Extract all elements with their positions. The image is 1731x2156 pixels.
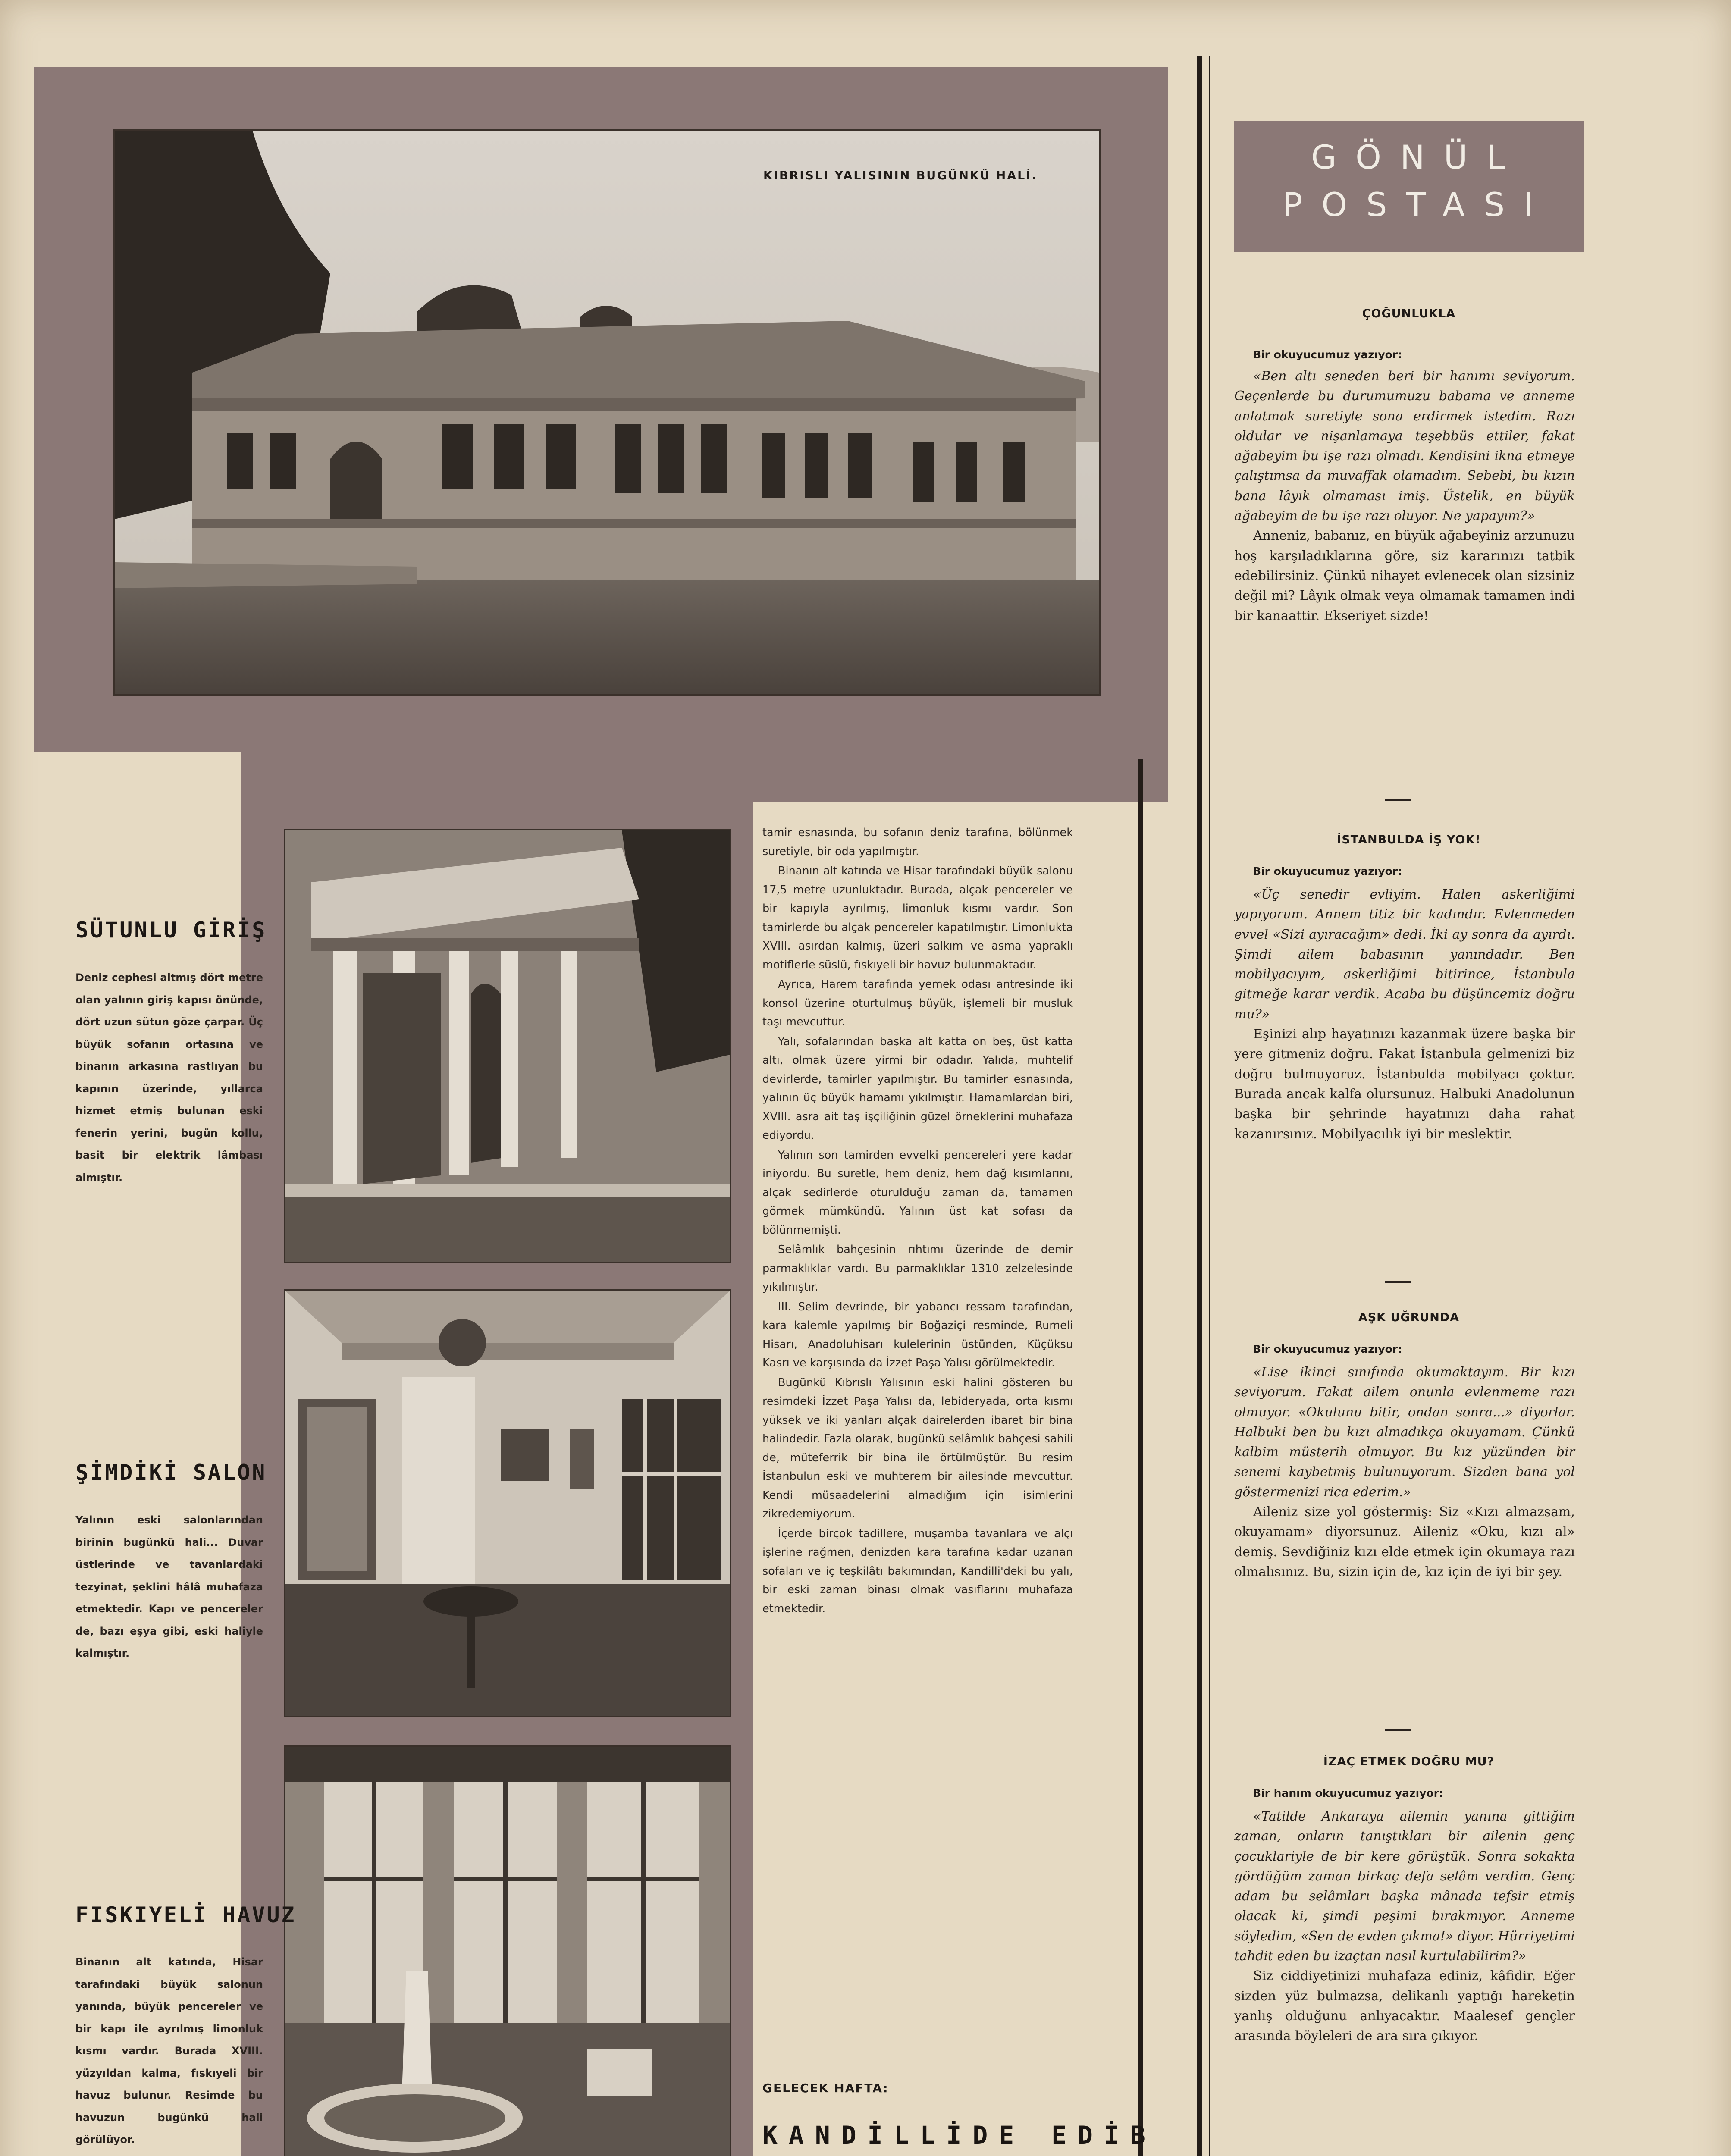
article-paragraph: Ayrıca, Harem tarafında yemek odası antresinde iki konsol üzerine oturtulmuş büyük, işlemeli bir musluk taşı mevcuttur. [762,978,1073,1028]
top-photo-yali [113,129,1101,696]
letter-intro: Bir hanım okuyucumuz yazıyor: [1253,1787,1443,1799]
letter-answer: Siz ciddiyetinizi muhafaza ediniz, kâfidir. Eğer sizden yüz bulmazsa, delikanlı yaptığı hareketin yanlış olduğunu anlıyacaktır. Maalesef gençler arasında böyleleri de ara sıra çıkıyor. [1234,1968,1575,2044]
letter-body [1234,1363,1575,1582]
column-rule-1 [1197,56,1202,2156]
letter-answer: Aileniz size yol göstermiş: Siz «Kızı almazsam, okuyamam» diyorsunuz. Aileniz «Oku, kızı al» demiş. Sevdiğiniz kızı elde etmek için okumaya razı olmalısınız. Bu, sizin için de, kız için de iyi bir şey. [1234,1504,1575,1579]
photo-fountain-pool [284,1745,731,2156]
caption-text-fountain-pool: Binanın alt katında, Hisar tarafındaki büyük salonun yanında, büyük pencereler ve bir kapı ile ayrılmış limonluk kısmı vardır. Burada XVIII. yüzyıldan kalma, fıskıyeli bir havuz bulunur. Resimde bu havuzun bugünkü hali görülüyor. [75,1956,263,2146]
section-divider [1385,799,1411,801]
section-divider [1385,1729,1411,1731]
letter-body [1234,885,1575,1144]
letter-intro: Bir okuyucumuz yazıyor: [1253,348,1402,361]
column-header-line-1: GÖNÜL [1311,138,1524,176]
section-divider [1385,1281,1411,1283]
column-rule-2 [1209,56,1210,2156]
photo-current-salon [284,1289,731,1717]
top-photo-caption: KIBRISLI YALISININ BUGÜNKÜ HALİ. [763,169,1038,182]
article-paragraph: III. Selim devrinde, bir yabancı ressam tarafından, kara kalemle yapılmış bir Boğaziçi resminde, Rumeli Hisarı, Anadoluhisarı kulelerinin üstünden, Küçüksu Kasrı ve karşısında da İzzet Paşa Yalısı görülmektedir. [762,1300,1073,1369]
letter-answer: Eşinizi alıp hayatınızı kazanmak üzere başka bir yere gitmeniz doğru. Fakat İstanbula gelmenizi biz doğru bulmuyoruz. İstanbulda mobilyacı çoktur. Burada ancak kalfa olursunuz. Halbuki Anadolunun başka bir şehrinde hayatınızı daha rahat kazanırsınız. Mobilyacılık iyi bir meslektir. [1234,1027,1575,1142]
column-header [1234,121,1584,252]
photo-columned-entrance [284,829,731,1263]
letter-intro: Bir okuyucumuz yazıyor: [1253,865,1402,877]
caption-title-columned-entrance: SÜTUNLU GİRİŞ [75,918,267,943]
letter-heading: ÇOĞUNLUKLA [1362,307,1456,320]
caption-title-current-salon: ŞİMDİKİ SALON [75,1460,267,1485]
article-body [762,824,1073,1619]
letter-heading: AŞK UĞRUNDA [1358,1311,1460,1324]
next-week-label: GELECEK HAFTA: [762,2081,889,2095]
article-paragraph: Binanın alt katında ve Hisar tarafındaki büyük salonu 17,5 metre uzunluktadır. Burada, alçak pencereler ve bir kapıyla ayrılmış, limonluk kısmı vardır. Son tamirlerde bu alçak pencereler kapatılmıştır. Limonlukta XVIII. asırdan kalmış, üzeri salkım ve asma yapraklı motiflerle süslü, fıskıyeli bir havuz bulunmaktadır. [762,865,1073,971]
column-header-line-2: POSTASI [1283,185,1552,224]
caption-text-columned-entrance: Deniz cephesi altmış dört metre olan yalının giriş kapısı önünde, dört uzun sütun göze çarpar. Üç büyük sofanın ortasına ve binanın arkasına rastlıyan bu kapının üzerinde, yıllarca hizmet etmiş bulunan eski fenerin yerini, bugün kollu, basit bir elektrik lâmbası almıştır. [75,971,263,1184]
letter-text: «Ben altı seneden beri bir hanımı seviyorum. Geçenlerde bu durumumuzu babama ve anneme anlatmak suretiyle sona erdirmek istedim. Razı oldular ve nişanlamaya teşebbüs ettiler, fakat ağabeyim bu işe razı olmadı. Kendisini ikna etmeye çalıştımsa da muvaffak olamadım. Sebebi, bu kızın bana lâyık olmaması imiş. Üstelik, en büyük ağabeyim de bu işe razı oluyor. Ne yapayım?» [1234,369,1575,524]
next-week-title-line-1: KANDİLLİDE EDİB [762,2121,1157,2150]
letter-intro: Bir okuyucumuz yazıyor: [1253,1343,1402,1355]
article-paragraph: Bugünkü Kıbrıslı Yalısının eski halini gösteren bu resimdeki İzzet Paşa Yalısı da, lebideryada, orta kısmı yüksek ve iki yanları alçak dairelerden ibaret bir bina halindedir. Fazla olarak, bugünkü selâmlık bahçesi sahili de, müteferrik bir bina ile örtülmüştür. Bu resim İstanbulun eski ve muhterem bir ailesinde mevcuttur. Kendi müsaadelerini almadığım için isimlerini zikredemiyorum. [762,1376,1073,1520]
letter-heading: İZAÇ ETMEK DOĞRU MU? [1323,1755,1495,1768]
article-paragraph: Yalı, sofalarından başka alt katta on beş, üst katta altı, olmak üzere yirmi bir odadır. Yalıda, muhtelif devirlerde, tamirler yapılmıştır. Bu tamirler esnasında, yalının üç büyük hamamı yıkılmıştır. Hamamlardan biri, XVIII. asra ait taş işçiliğinin güzel örneklerini muhafaza ediyordu. [762,1035,1073,1142]
center-rule [1138,759,1143,2156]
article-paragraph: Yalının son tamirden evvelki pencereleri yere kadar iniyordu. Bu suretle, hem deniz, hem dağ kısımlarını, alçak sedirlerde oturulduğu zaman da, tamamen görmek mümkündü. Yalının üst kat sofası da bölünmemişti. [762,1148,1073,1237]
caption-title-fountain-pool: FISKIYELİ HAVUZ [75,1902,296,1927]
letter-text: «Lise ikinci sınıfında okumaktayım. Bir kızı seviyorum. Fakat ailem onunla evlenmeme razı olmuyor. «Okulunu bitir, ondan sonra...» diyorlar. Halbuki ben bu kızı almadıkça okuyamam. Çünkü kalbim müsterih olmuyor. Bu kız yüzünden bir senemi kaybetmiş bulunuyorum. Sizden bana yol göstermenizi rica ederim.» [1234,1365,1575,1500]
caption-text-current-salon: Yalının eski salonlarından birinin bugünkü hali... Duvar üstlerinde ve tavanlardaki tezyinat, şeklini hâlâ muhafaza etmektedir. Kapı ve pencereler de, bazı eşya gibi, eski haliyle kalmıştır. [75,1514,263,1659]
article-paragraph: tamir esnasında, bu sofanın deniz tarafına, bölünmek suretiyle, bir oda yapılmıştır. [762,826,1073,858]
letter-heading: İSTANBULDA İŞ YOK! [1337,833,1481,846]
letter-answer: Anneniz, babanız, en büyük ağabeyiniz arzunuzu hoş karşıladıklarına göre, siz kararınızı tatbik edebilirsiniz. Çünkü nihayet evlenecek olan sizsiniz değil mi? Lâyık olmak veya olmamak tamamen indi bir kanaattir. Ekseriyet sizde! [1234,528,1575,624]
letter-text: «Üç senedir evliyim. Halen askerliğimi yapıyorum. Annem titiz bir kadındır. Evlenmeden evvel «Sizi ayıracağım» dedi. İki ay sonra da ayırdı. Şimdi ailem babasının yanındadır. Ben mobilyacıyım, askerliğimi bitirince, İstanbula gitmeğe karar verdik. Acaba bu düşüncemiz doğru mu?» [1234,887,1575,1022]
letter-body [1234,367,1575,626]
article-paragraph: Selâmlık bahçesinin rıhtımı üzerinde de demir parmaklıklar vardı. Bu parmaklıklar 1310 zelzelesinde yıkılmıştır. [762,1243,1073,1294]
letter-text: «Tatilde Ankaraya ailemin yanına gittiğim zaman, onların tanıştıkları bir ailenin genç çocuklariyle de bir kere görüştük. Sonra sokakta gördüğüm zaman birkaç defa selâm verdim. Genç adam bu selâmları başka mânada tefsir etmiş olacak ki, şimdi peşimi bırakmıyor. Anneme söyledim, «Sen de evden çıkma!» diyor. Hürriyetimi tahdit eden bu izaçtan nasıl kurtulabilirim?» [1234,1809,1575,1964]
article-paragraph: İçerde birçok tadillere, muşamba tavanlara ve alçı işlerine rağmen, denizden kara tarafına kadar uzanan sofaları ve iç teşkilâtı bakımından, Kandilli'deki bu yalı, bir eski zaman binası olmak vasıflarını muhafaza etmektedir. [762,1527,1073,1615]
letter-body [1234,1807,1575,2046]
